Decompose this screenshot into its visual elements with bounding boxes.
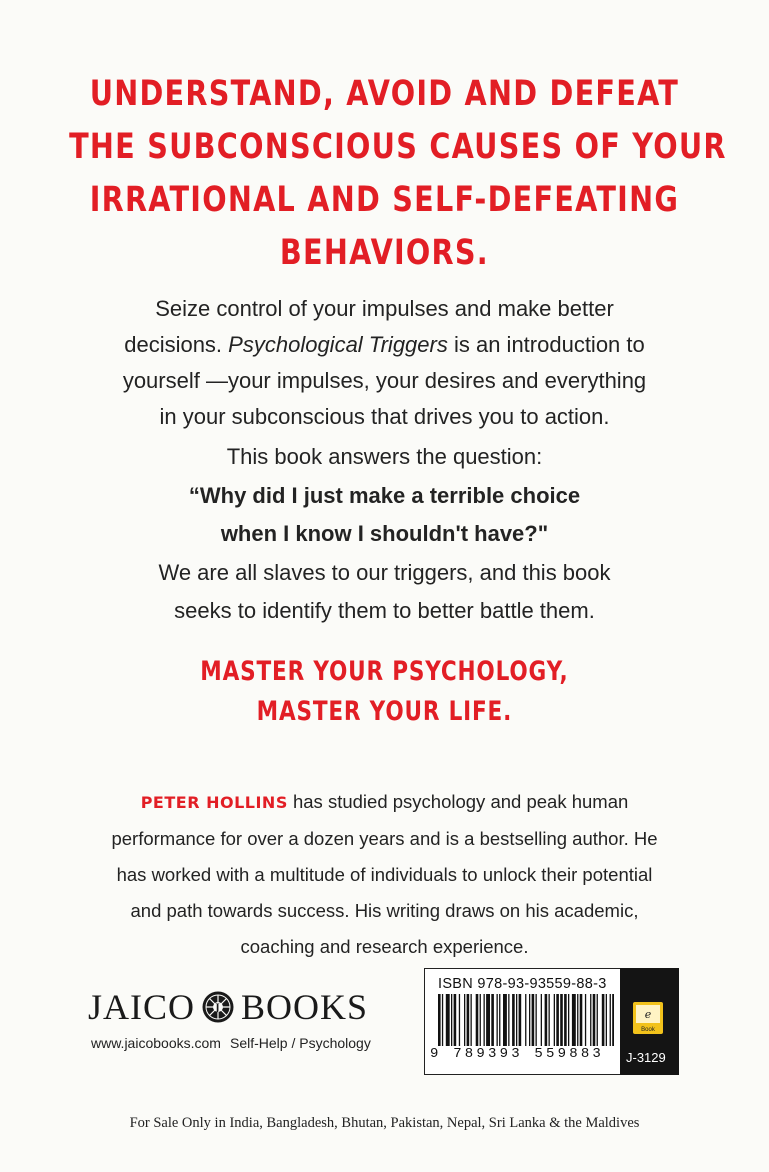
ebook-label: Book bbox=[641, 1027, 655, 1033]
mantra-line: MASTER YOUR LIFE. bbox=[256, 696, 513, 727]
wheel-logo-icon bbox=[201, 990, 235, 1024]
question-follow: seeks to identify them to better battle them. bbox=[174, 598, 595, 623]
headline-line: THE SUBCONSCIOUS CAUSES OF YOUR bbox=[69, 127, 727, 167]
intro-line: Seize control of your impulses and make better bbox=[155, 296, 614, 321]
bio-line: has worked with a multitude of individuals to unlock their potential bbox=[116, 864, 653, 885]
intro-paragraph bbox=[60, 291, 709, 435]
ebook-available-icon bbox=[630, 1000, 666, 1036]
intro-line: yourself —your impulses, your desires and everything bbox=[122, 368, 647, 393]
barcode-bars bbox=[438, 994, 614, 1046]
question-quote: when I know I shouldn't have?" bbox=[220, 521, 549, 546]
mantra-line: MASTER YOUR PSYCHOLOGY, bbox=[200, 656, 569, 687]
barcode-digits: 9 789393 559883 bbox=[430, 1046, 605, 1062]
question-follow: We are all slaves to our triggers, and this book bbox=[158, 559, 611, 585]
author-name: PETER HOLLINS bbox=[140, 793, 288, 812]
intro-line: in your subconscious that drives you to action. bbox=[159, 404, 610, 429]
svg-text:e: e bbox=[644, 1008, 652, 1021]
publisher-url: www.jaicobooks.com bbox=[91, 1035, 221, 1051]
intro-text: decisions. bbox=[124, 332, 229, 357]
publisher-logo bbox=[88, 986, 368, 1028]
intro-line bbox=[60, 327, 709, 363]
sales-territory-notice: For Sale Only in India, Bangladesh, Bhutan, Pakistan, Nepal, Sri Lanka & the Maldives bbox=[129, 1115, 640, 1131]
headline-line: IRRATIONAL AND SELF-DEFEATING bbox=[89, 180, 680, 220]
bio-line: coaching and research experience. bbox=[240, 936, 529, 957]
intro-text: is an introduction to bbox=[447, 332, 645, 357]
book-title: Psychological Triggers bbox=[228, 332, 448, 357]
headline-line: UNDERSTAND, AVOID AND DEFEAT bbox=[89, 74, 680, 114]
question-block bbox=[60, 438, 709, 631]
publisher-name-right: BOOKS bbox=[241, 987, 369, 1027]
isbn-label: ISBN 978-93-93559-88-3 bbox=[438, 976, 607, 992]
bio-line: and path towards success. His writing draws on his academic, bbox=[130, 900, 639, 921]
bio-text: has studied psychology and peak human bbox=[287, 791, 629, 812]
author-bio bbox=[60, 784, 709, 965]
bio-line: performance for over a dozen years and is a bestselling author. He bbox=[111, 828, 658, 849]
headline-line: BEHAVIORS. bbox=[279, 233, 489, 273]
publisher-name-left: JAICO bbox=[88, 987, 196, 1027]
headline bbox=[69, 68, 727, 280]
bio-line bbox=[60, 784, 709, 821]
question-lead: This book answers the question: bbox=[226, 444, 543, 469]
question-quote: “Why did I just make a terrible choice bbox=[188, 482, 581, 508]
svg-text:J: J bbox=[215, 1003, 221, 1014]
catalog-code: J-3129 bbox=[626, 1050, 666, 1065]
book-category: Self-Help / Psychology bbox=[230, 1035, 371, 1051]
mantra bbox=[77, 652, 692, 732]
